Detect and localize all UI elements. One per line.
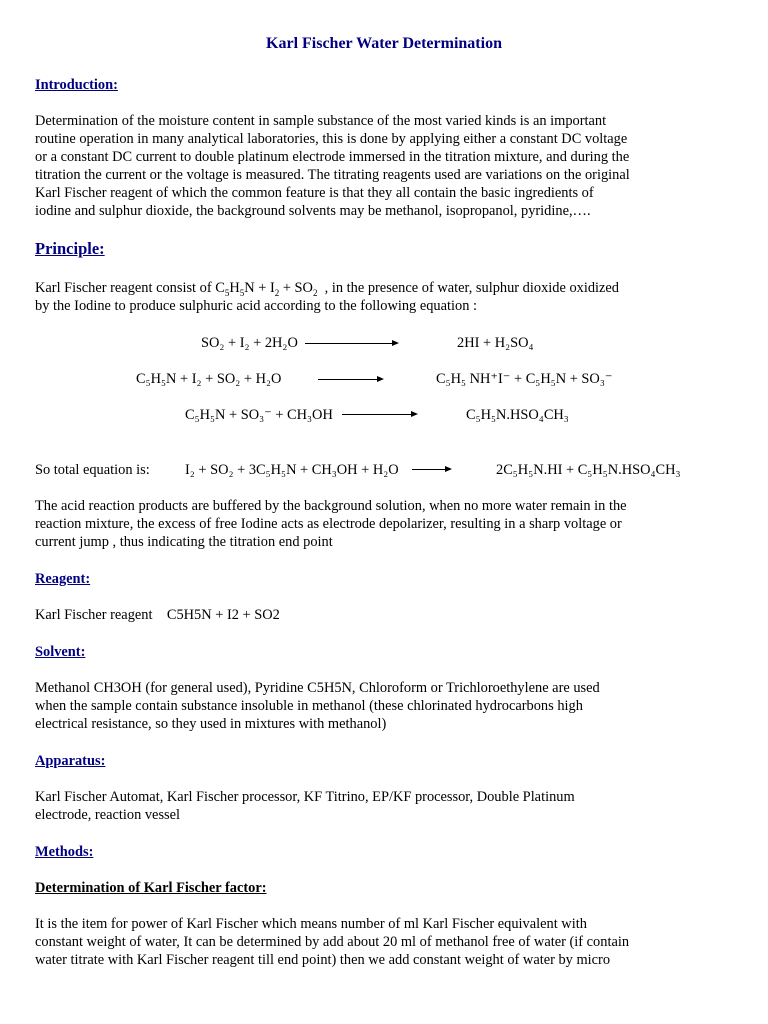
equation-1-reactants: SO₂ + I₂ + 2H₂O: [201, 335, 298, 351]
paragraph-line: Determination of the moisture content in sample substance of the most varied kinds is an important: [35, 113, 607, 129]
paragraph-line: or a constant DC current to double platinum electrode immersed in the titration mixture, and during the: [35, 149, 630, 165]
paragraph-line: water titrate with Karl Fischer reagent till end point) then we add constant weight of water by micro: [35, 952, 611, 968]
principle-paragraph-2: [35, 497, 740, 551]
equation-3-products: C₅H₅N.HSO₄CH₃: [466, 407, 569, 423]
paragraph-line: Karl Fischer reagent consist of $C_5H_5N + I_2 + SO_2$ , in the presence of water, sulphur dioxide oxidized: [35, 280, 619, 298]
reaction-arrow-icon: [412, 469, 450, 470]
principle-heading: Principle:: [35, 239, 105, 258]
total-equation-products: 2C₅H₅N.HI + C₅H₅N.HSO₄CH₃: [496, 462, 681, 478]
paragraph-line: Karl Fischer Automat, Karl Fischer processor, KF Titrino, EP/KF processor, Double Platinum: [35, 789, 575, 805]
paragraph-line: iodine and sulphur dioxide, the background solvents may be methanol, isopropanol, pyridine,….: [35, 203, 591, 219]
paragraph-line: electrode, reaction vessel: [35, 807, 181, 823]
total-equation-reactants: I₂ + SO₂ + 3C₅H₅N + CH₃OH + H₂O: [185, 462, 399, 478]
paragraph-line: by the Iodine to produce sulphuric acid according to the following equation :: [35, 298, 477, 314]
paragraph-line: routine operation in many analytical laboratories, this is done by applying either a constant DC voltage: [35, 131, 628, 147]
total-equation-label: So total equation is:: [35, 462, 150, 478]
equation-2-products: C₅H₅ NH⁺I⁻ + C₅H₅N + SO₃⁻: [436, 371, 613, 387]
paragraph-line: Karl Fischer reagent of which the common feature is that they all contain the basic ingredients of: [35, 185, 594, 201]
reagent-text: Karl Fischer reagent C5H5N + I2 + SO2: [35, 607, 280, 623]
equation-2-reactants: C₅H₅N + I₂ + SO₂ + H₂O: [136, 371, 282, 387]
solvent-paragraph: [35, 679, 740, 733]
principle-paragraph: [35, 279, 740, 315]
apparatus-heading: Apparatus:: [35, 753, 106, 769]
methods-heading: Methods:: [35, 844, 94, 860]
paragraph-line: The acid reaction products are buffered by the background solution, when no more water remain in the: [35, 498, 627, 514]
paragraph-line: Methanol CH3OH (for general used), Pyridine C5H5N, Chloroform or Trichloroethylene are used: [35, 680, 600, 696]
equation-3-reactants: C₅H₅N + SO₃⁻ + CH₃OH: [185, 407, 333, 423]
paragraph-line: when the sample contain substance insoluble in methanol (these chlorinated hydrocarbons high: [35, 698, 583, 714]
paragraph-line: reaction mixture, the excess of free Iodine acts as electrode depolarizer, resulting in a sharp voltage or: [35, 516, 622, 532]
methods-paragraph: [35, 915, 740, 969]
solvent-heading: Solvent:: [35, 644, 86, 660]
paragraph-line: current jump , thus indicating the titration end point: [35, 534, 333, 550]
reaction-arrow-icon: [342, 414, 416, 415]
paragraph-line: electrical resistance, so they used in mixtures with methanol): [35, 716, 387, 732]
paragraph-line: constant weight of water, It can be determined by add about 20 ml of methanol free of water (if contain: [35, 934, 630, 950]
reaction-arrow-icon: [318, 379, 382, 380]
kf-factor-subheading: Determination of Karl Fischer factor:: [35, 880, 267, 896]
reaction-arrow-icon: [305, 343, 397, 344]
equation-1-products: 2HI + H₂SO₄: [457, 335, 534, 351]
paragraph-line: titration the current or the voltage is measured. The titrating reagents used are variations on the original: [35, 167, 630, 183]
introduction-heading: Introduction:: [35, 77, 118, 93]
paragraph-line: It is the item for power of Karl Fischer which means number of ml Karl Fischer equivalent with: [35, 916, 587, 932]
apparatus-paragraph: [35, 788, 740, 824]
reagent-heading: Reagent:: [35, 571, 91, 587]
introduction-paragraph: [35, 112, 740, 220]
document-title: Karl Fischer Water Determination: [266, 35, 502, 52]
